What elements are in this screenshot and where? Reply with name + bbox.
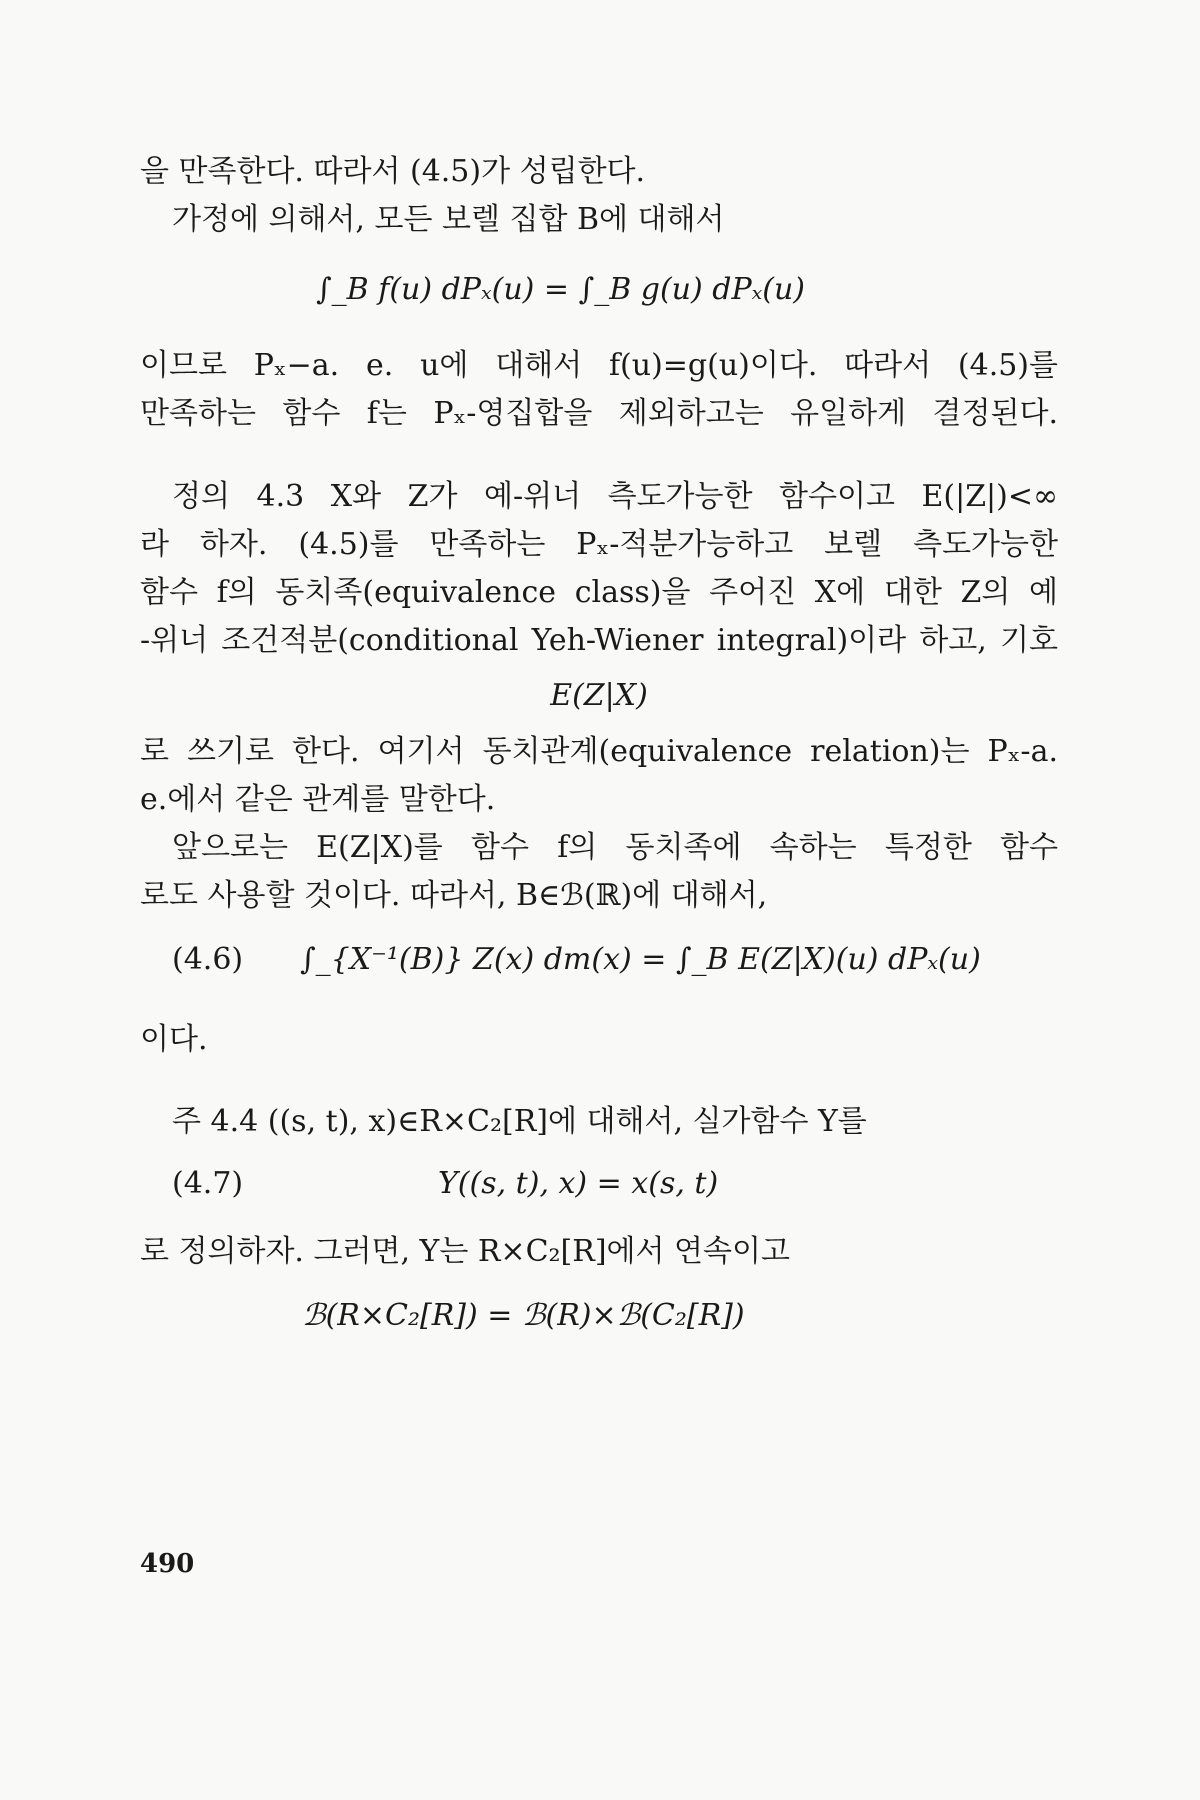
- remark-4-4-line-1: 주 4.4 ((s, t), x)∈R×C₂[R]에 대해서, 실가함수 Y를: [172, 1104, 867, 1139]
- definition-4-3-line-1: 정의 4.3 X와 Z가 예-위너 측도가능한 함수이고 E(|Z|)<∞: [172, 479, 1058, 514]
- text-line-2: 가정에 의해서, 모든 보렐 집합 B에 대해서: [172, 202, 725, 237]
- equation-number-4-7: (4.7): [172, 1166, 244, 1201]
- definition-4-3-line-3: 함수 f의 동치족(equivalence class)을 주어진 X에 대한 Z의 예: [140, 575, 1058, 610]
- text-line-15: 로 정의하자. 그러면, Y는 R×C₂[R]에서 연속이고: [140, 1234, 790, 1269]
- text-line-4: 만족하는 함수 f는 Pₓ-영집합을 제외하고는 유일하게 결정된다.: [140, 396, 1058, 431]
- definition-4-3-line-2: 라 하자. (4.5)를 만족하는 Pₓ-적분가능하고 보렐 측도가능한: [140, 527, 1058, 562]
- text-line-11: 앞으로는 E(Z|X)를 함수 f의 동치족에 속하는 특정한 함수: [172, 830, 1058, 865]
- page-number: 490: [140, 1549, 195, 1579]
- text-line-12: 로도 사용할 것이다. 따라서, B∈ℬ(ℝ)에 대해서,: [140, 878, 768, 913]
- equation-borel-product: ℬ(R×C₂[R]) = ℬ(R)×ℬ(C₂[R]): [302, 1298, 745, 1333]
- equation-conditional-expectation: E(Z|X): [550, 678, 648, 713]
- definition-4-3-line-4: -위너 조건적분(conditional Yeh-Wiener integral)이라 하고, 기호: [140, 623, 1058, 658]
- equation-4-6: ∫_{X⁻¹(B)} Z(x) dm(x) = ∫_B E(Z|X)(u) dPₓ(u): [300, 942, 981, 977]
- text-line-13: 이다.: [140, 1022, 208, 1057]
- text-line-1: 을 만족한다. 따라서 (4.5)가 성립한다.: [140, 154, 646, 189]
- text-line-10: e.에서 같은 관계를 말한다.: [140, 782, 496, 817]
- equation-number-4-6: (4.6): [172, 942, 244, 977]
- equation-4-7: Y((s, t), x) = x(s, t): [438, 1166, 719, 1201]
- equation-integral-f-g: ∫_B f(u) dPₓ(u) = ∫_B g(u) dPₓ(u): [316, 272, 806, 307]
- text-line-3: 이므로 Pₓ−a. e. u에 대해서 f(u)=g(u)이다. 따라서 (4.5)를: [140, 348, 1058, 383]
- text-line-9: 로 쓰기로 한다. 여기서 동치관계(equivalence relation)는 Pₓ-a.: [140, 734, 1058, 769]
